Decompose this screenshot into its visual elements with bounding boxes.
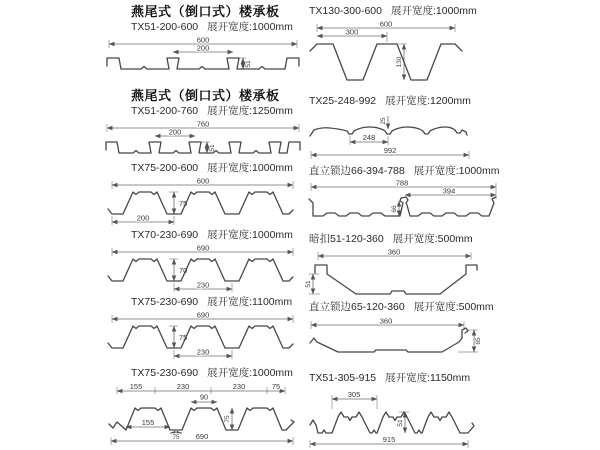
profile-header — [309, 301, 594, 314]
profile-section-clip-51-120-360 — [306, 232, 594, 300]
profile-drawing-concealed-clip — [305, 247, 594, 300]
spread-width-label: 展开宽度:500mm — [413, 301, 494, 313]
dim-label-pitch: 200 — [196, 43, 210, 53]
profile-outline — [108, 259, 293, 281]
profile-section-tx25-248-992 — [306, 94, 594, 162]
profile-drawing-standing-seam-788 — [306, 178, 594, 226]
dim-label-height: 51 — [245, 60, 252, 68]
dim-label-seg1: 155 — [129, 382, 143, 391]
dim-label-height: 70 — [179, 266, 188, 275]
profile-drawing-trapezoid-690b — [103, 310, 303, 363]
profile-header — [131, 105, 303, 118]
dimension-lines — [109, 36, 297, 70]
model-label: TX75-230-690 — [131, 296, 199, 308]
profile-drawing-deep-trapezoid — [306, 19, 594, 86]
dim-label-overall: 915 — [382, 435, 396, 444]
profile-outline — [310, 328, 468, 352]
dimension-lines — [112, 311, 293, 360]
profile-header — [309, 372, 594, 385]
dim-label-crest-base: 155 — [141, 418, 155, 427]
dim-label-height: 51 — [209, 144, 216, 152]
model-label: TX51-200-600 — [131, 21, 199, 33]
profile-outline — [309, 197, 496, 216]
dim-label-overall: 788 — [395, 178, 409, 188]
profile-header — [131, 21, 303, 34]
model-label: TX75-230-690 — [131, 367, 199, 379]
profile-drawing-double-rib — [306, 389, 594, 449]
dimension-lines — [112, 244, 293, 293]
dim-label-overall: 600 — [379, 19, 393, 29]
model-label: TX51-200-760 — [131, 105, 199, 117]
spread-width-label: 展开宽度:1150mm — [385, 372, 471, 384]
model-label: TX25-248-992 — [309, 95, 377, 107]
profile-outline — [310, 44, 462, 80]
profile-header — [131, 296, 303, 309]
dim-label-height: 51 — [397, 419, 404, 427]
profile-section-tx51-200-600 — [103, 4, 303, 76]
dim-label-pitch: 248 — [362, 133, 376, 142]
profile-header — [309, 233, 594, 246]
profile-section-seam-65-120-360 — [306, 300, 594, 362]
dim-label-overall: 690 — [196, 243, 210, 253]
dimension-lines — [305, 248, 471, 295]
spread-width-label: 展开宽度:1000mm — [413, 165, 500, 177]
profile-section-tx70-230-690 — [103, 228, 303, 296]
profile-drawing-dovetail-760 — [103, 119, 303, 160]
profile-outline — [107, 58, 299, 69]
dim-label-pitch: 230 — [196, 280, 210, 290]
dim-label-overall: 690 — [196, 310, 210, 320]
dim-label-height: 65 — [475, 337, 482, 345]
dim-label-pitch: 230 — [196, 347, 210, 357]
group-title: 燕尾式（倒口式）楼承板 — [131, 4, 280, 19]
profile-header — [131, 162, 303, 175]
dim-label-pitch: 300 — [345, 27, 359, 37]
dim-label-overall: 600 — [196, 35, 210, 45]
model-label: TX130-300-600 — [309, 5, 382, 17]
dim-label-height: 25 — [381, 117, 387, 125]
model-label: TX51-305-915 — [309, 372, 377, 384]
dimension-lines — [111, 382, 293, 445]
model-label: TX70-230-690 — [131, 229, 199, 241]
profile-drawing-corrugated — [306, 112, 594, 162]
spread-width-label: 展开宽度:1250mm — [207, 105, 293, 117]
group-title: 燕尾式（倒口式）楼承板 — [131, 88, 280, 103]
dimension-lines — [112, 177, 293, 226]
dim-label-seg2: 230 — [176, 382, 190, 391]
profile-section-tx75-230-690-detail — [103, 366, 303, 446]
dim-label-flat: 75 — [172, 435, 180, 441]
profile-drawing-dovetail-600 — [103, 35, 303, 76]
dim-label-seg3: 230 — [232, 382, 246, 391]
dimension-lines — [317, 20, 455, 81]
spread-width-label: 展开宽度:1000mm — [207, 21, 293, 33]
dim-label-pitch: 200 — [168, 127, 182, 137]
dim-label-overall: 760 — [196, 119, 210, 129]
model-label: 直立锁边65-120-360 — [309, 301, 405, 313]
profile-outline — [310, 412, 474, 433]
spread-width-label: 展开宽度:1000mm — [390, 5, 477, 17]
profile-outline — [108, 192, 293, 214]
dim-label-overall: 600 — [196, 176, 210, 186]
profile-drawing-trapezoid-690a — [103, 243, 303, 296]
dimension-lines — [311, 317, 482, 353]
dim-label-height: 51 — [305, 280, 312, 288]
profile-header — [131, 229, 303, 242]
dim-label-pitch: 305 — [347, 390, 361, 399]
model-label: 直立锁边66-394-788 — [309, 165, 405, 177]
profile-header — [131, 367, 303, 380]
dimension-lines — [310, 390, 468, 448]
model-label: TX75-200-600 — [131, 162, 199, 174]
dim-label-overall: 690 — [195, 432, 209, 441]
profile-drawing-standing-seam-360 — [306, 318, 594, 362]
spread-width-label: 展开宽度:1200mm — [385, 95, 471, 107]
profile-header — [309, 165, 594, 178]
dim-label-height: 75 — [224, 415, 231, 423]
dim-label-height: 66 — [391, 205, 398, 213]
model-label: 暗扣51-120-360 — [309, 233, 384, 245]
profile-section-tx75-200-600 — [103, 161, 303, 229]
profile-section-tx51-305-915 — [306, 371, 594, 449]
profile-section-tx75-230-690 — [103, 295, 303, 363]
dim-label-pitch: 394 — [442, 186, 456, 196]
dim-label-height: 130 — [396, 56, 403, 68]
dim-label-seg4: 75 — [271, 382, 281, 391]
dim-label-overall: 360 — [379, 316, 393, 326]
profile-outline — [315, 265, 477, 294]
profile-header — [309, 5, 594, 18]
dim-label-overall: 992 — [383, 146, 397, 155]
dim-label-height: 75 — [179, 199, 188, 208]
profile-outline — [106, 142, 300, 153]
spread-width-label: 展开宽度:1000mm — [207, 162, 293, 174]
dim-label-pitch: 200 — [136, 213, 150, 223]
spread-width-label: 展开宽度:1000mm — [207, 229, 293, 241]
profile-section-tx51-200-760 — [103, 88, 303, 160]
profile-section-tx130-300-600 — [306, 4, 594, 86]
dimension-lines — [311, 116, 469, 159]
spread-width-label: 展开宽度:1100mm — [207, 296, 293, 308]
dim-label-top-opening: 90 — [199, 392, 209, 402]
profile-drawing-trapezoid-detail — [103, 384, 303, 446]
profile-header — [309, 95, 594, 108]
dim-label-overall: 360 — [387, 247, 401, 257]
profile-drawing-trapezoid-600 — [103, 176, 303, 229]
dim-label-height: 75 — [179, 333, 188, 342]
spread-width-label: 展开宽度:1000mm — [207, 367, 293, 379]
profile-section-seam-66-394-788 — [306, 164, 594, 226]
spread-width-label: 展开宽度:500mm — [392, 233, 473, 245]
profile-outline — [108, 326, 293, 348]
profile-outline — [310, 127, 467, 136]
